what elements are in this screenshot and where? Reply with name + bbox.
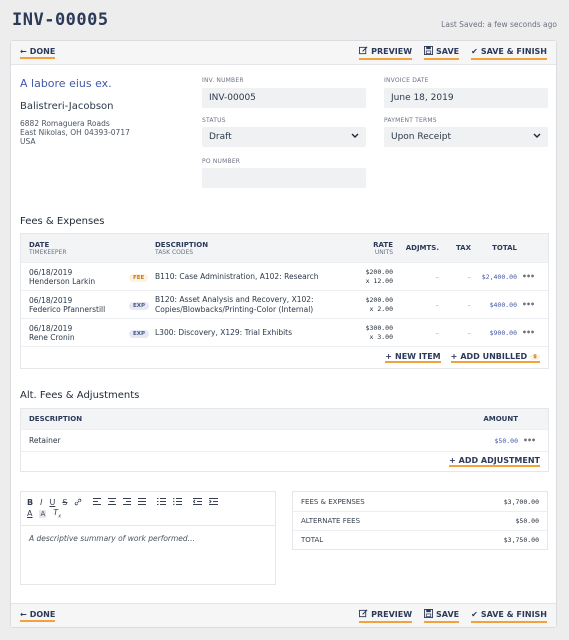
table-row[interactable]: 06/18/2019 Rene Cronin EXP L300: Discovery, X129: Trial Exhibits $300.00 x 3.00 – – $900.00 ••• [21, 318, 548, 346]
align-left-icon[interactable] [93, 498, 101, 507]
save-button[interactable]: SAVE [424, 609, 459, 623]
payment-terms-select[interactable]: Upon Receipt [384, 127, 548, 147]
invoice-date-label: INVOICE DATE [384, 77, 429, 84]
invoice-date-input[interactable]: June 18, 2019 [384, 88, 548, 108]
status-select[interactable]: Draft [202, 127, 366, 147]
floppy-icon [424, 46, 433, 57]
plus-icon: + [385, 352, 392, 361]
save-button[interactable]: SAVE [424, 46, 459, 60]
fees-table [20, 233, 549, 369]
fees-table-footer [21, 346, 548, 368]
text-color-icon[interactable]: A [27, 509, 33, 518]
row-menu-icon[interactable]: ••• [521, 272, 535, 281]
exp-badge: EXP [129, 330, 149, 338]
strikethrough-icon[interactable]: S [62, 498, 68, 507]
done-button[interactable]: ← DONE [20, 47, 55, 59]
arrow-left-icon: ← [20, 609, 27, 619]
inv-number-input[interactable]: INV-00005 [202, 88, 366, 108]
payment-terms-label: PAYMENT TERMS [384, 117, 437, 124]
edit-icon [359, 46, 368, 57]
fees-table-header: DATE TIMEKEEPER DESCRIPTION TASK CODES RATE UNITS ADJMTS. TAX TOTAL [21, 234, 548, 262]
chevron-down-icon [351, 132, 359, 142]
row-menu-icon[interactable]: ••• [521, 328, 535, 337]
totals-box [292, 491, 548, 550]
alt-fees-table [20, 408, 549, 472]
unbilled-badge: $ [530, 354, 540, 360]
exp-badge: EXP [129, 302, 149, 310]
link-icon[interactable] [74, 498, 82, 508]
edit-icon [359, 609, 368, 620]
po-number-label: PO NUMBER [202, 158, 241, 165]
summary-editor [20, 491, 276, 585]
table-row[interactable]: Retainer $50.00 ••• [21, 429, 548, 451]
po-number-input[interactable] [202, 168, 366, 188]
preview-button[interactable]: PREVIEW [359, 609, 412, 623]
align-center-icon[interactable] [108, 498, 116, 507]
inv-number-label: INV. NUMBER [202, 77, 244, 84]
chevron-down-icon [533, 132, 541, 142]
row-menu-icon[interactable]: ••• [521, 300, 535, 309]
align-justify-icon[interactable] [138, 498, 146, 507]
totals-row-total: TOTAL $3,750.00 [293, 530, 547, 549]
last-saved-status: Last Saved: a few seconds ago [441, 20, 557, 29]
bottom-toolbar [11, 603, 556, 627]
arrow-left-icon: ← [20, 46, 27, 56]
editor-toolbar [21, 492, 275, 526]
new-item-button[interactable]: + NEW ITEM [385, 352, 441, 361]
ordered-list-icon[interactable] [157, 498, 166, 507]
fees-section-title: Fees & Expenses [20, 216, 105, 227]
background-color-icon[interactable]: A [40, 509, 46, 518]
save-finish-button[interactable]: ✔ SAVE & FINISH [471, 609, 547, 623]
plus-icon: + [448, 456, 456, 465]
bullet-list-icon[interactable] [173, 498, 182, 507]
add-adjustment-button[interactable]: + ADD ADJUSTMENT [448, 456, 540, 465]
add-unbilled-button[interactable]: + ADD UNBILLED $ [451, 352, 540, 363]
preview-button[interactable]: PREVIEW [359, 46, 412, 60]
page-title: INV-00005 [12, 10, 109, 30]
bold-icon[interactable]: B [27, 498, 34, 507]
done-button[interactable]: ← DONE [20, 610, 55, 622]
underline-icon[interactable]: U [49, 498, 56, 507]
indent-icon[interactable] [209, 498, 218, 507]
italic-icon[interactable]: I [40, 498, 43, 507]
alt-fees-header: DESCRIPTION AMOUNT [21, 409, 548, 429]
outdent-icon[interactable] [193, 498, 202, 507]
check-icon: ✔ [471, 46, 478, 56]
floppy-icon [424, 609, 433, 620]
client-address: 6882 Romaguera Roads East Nikolas, OH 04393-0717 USA [20, 119, 130, 146]
table-row[interactable]: 06/18/2019 Federico Pfannerstill EXP B120: Asset Analysis and Recovery, X102: Copies/Blowbacks/Printing-Color (Internal) $200.00 x 2.00 – – $400.00 ••• [21, 290, 548, 318]
client-company: Balistreri-Jacobson [20, 101, 114, 112]
align-right-icon[interactable] [123, 498, 131, 507]
row-menu-icon[interactable]: ••• [522, 436, 536, 445]
top-toolbar [11, 41, 556, 65]
table-row[interactable]: 06/18/2019 Henderson Larkin FEE B110: Case Administration, A102: Research $200.00 x 12.00 – – $2,400.00 ••• [21, 262, 548, 290]
totals-row-fees: FEES & EXPENSES $3,700.00 [301, 497, 539, 506]
totals-row-alt: ALTERNATE FEES $50.00 [293, 511, 547, 530]
clear-format-icon[interactable]: $T_x$ [53, 507, 62, 520]
status-label: STATUS [202, 117, 226, 124]
plus-icon: + [450, 352, 458, 361]
save-finish-button[interactable]: ✔ SAVE & FINISH [471, 46, 547, 60]
matter-name[interactable]: A labore eius ex. [20, 77, 112, 90]
alt-fees-section-title: Alt. Fees & Adjustments [20, 390, 140, 401]
check-icon: ✔ [471, 609, 478, 619]
invoice-card [10, 40, 557, 628]
alt-fees-footer [21, 451, 548, 471]
fee-badge: FEE [129, 274, 148, 282]
summary-text-area[interactable]: A descriptive summary of work performed... [29, 534, 195, 543]
